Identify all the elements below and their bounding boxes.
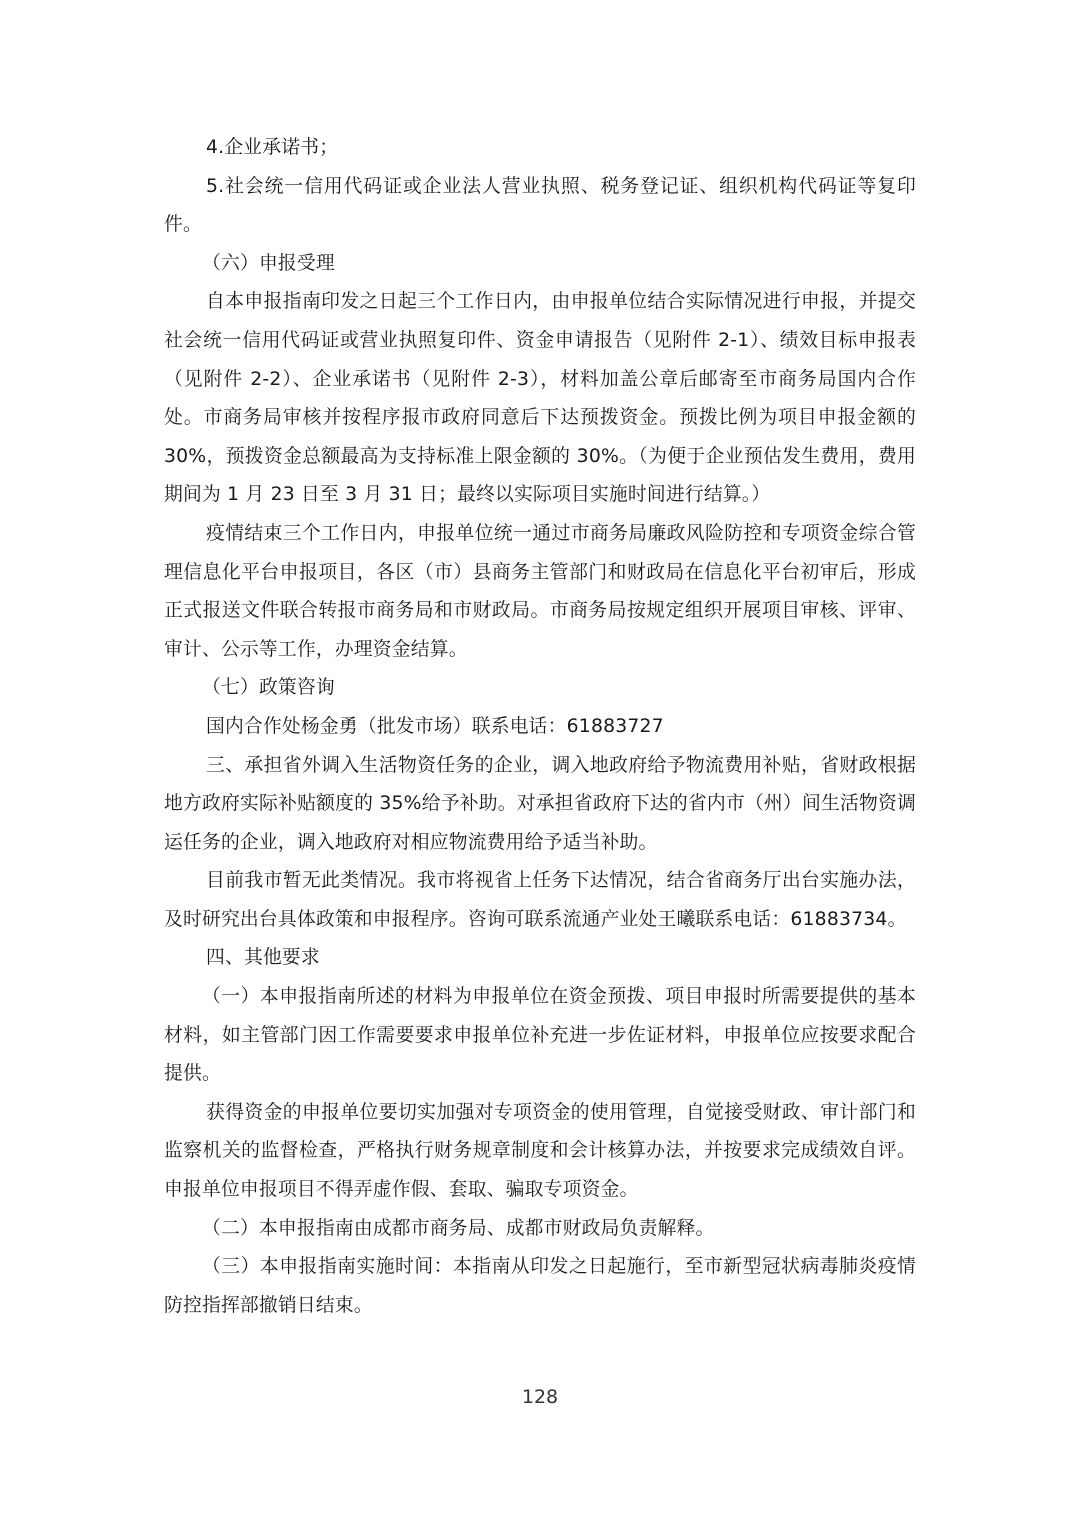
paragraph-credit-code-copies: 5.社会统一信用代码证或企业法人营业执照、税务登记证、组织机构代码证等复印件。 bbox=[164, 175, 916, 236]
page-number: 128 bbox=[521, 1386, 559, 1408]
heading-policy-consultation: （七）政策咨询 bbox=[202, 677, 335, 699]
heading-other-requirements: 四、其他要求 bbox=[206, 947, 320, 969]
heading-application-acceptance: （六）申报受理 bbox=[202, 252, 335, 274]
paragraph-fund-management: 获得资金的申报单位要切实加强对专项资金的使用管理，自觉接受财政、审计部门和监察机关的监督检查，严格执行财务规章制度和会计核算办法，并按要求完成绩效自评。申报单位申报项目不得弄虚作假、套取、骗取专项资金。 bbox=[164, 1101, 916, 1201]
paragraph-post-epidemic-settlement: 疫情结束三个工作日内，申报单位统一通过市商务局廉政风险防控和专项资金综合管理信息化平台申报项目，各区（市）县商务主管部门和财政局在信息化平台初审后，形成正式报送文件联合转报市商务局和市财政局。市商务局按规定组织开展项目审核、评审、审计、公示等工作，办理资金结算。 bbox=[164, 522, 916, 660]
paragraph-current-situation: 目前我市暂无此类情况。我市将视省上任务下达情况，结合省商务厅出台实施办法，及时研究出台具体政策和申报程序。咨询可联系流通产业处王曦联系电话：61883734。 bbox=[164, 870, 916, 930]
paragraph-application-procedure: 自本申报指南印发之日起三个工作日内，由申报单位结合实际情况进行申报，并提交社会统一信用代码证或营业执照复印件、资金申请报告（见附件 2-1）、绩效目标申报表（见附件 2-2）、企业承诺书（见附件 2-3），材料加盖公章后邮寄至市商务局国内合作处。市商务局审核并按程序报市政府同意后下达预拨资金。预拨比例为项目申报金额的 30%，预拨资金总额最高为支持标准上限金额的 30%。（为便于企业预估发生费用，费用期间为 1 月 23 日至 3 月 31 日；最终以实际项目实施时间进行结算。） bbox=[164, 291, 916, 506]
document-body bbox=[164, 129, 916, 1325]
paragraph-materials-requirement: （一）本申报指南所述的材料为申报单位在资金预拨、项目申报时所需要提供的基本材料，如主管部门因工作需要要求申报单位补充进一步佐证材料，申报单位应按要求配合提供。 bbox=[164, 986, 916, 1085]
paragraph-contact-domestic-cooperation: 国内合作处杨金勇（批发市场）联系电话：61883727 bbox=[206, 715, 664, 737]
paragraph-interpretation: （二）本申报指南由成都市商务局、成都市财政局负责解释。 bbox=[202, 1217, 715, 1239]
paragraph-commitment-letter: 4.企业承诺书； bbox=[206, 137, 339, 158]
paragraph-implementation-time: （三）本申报指南实施时间：本指南从印发之日起施行，至市新型冠状病毒肺炎疫情防控指挥部撤销日结束。 bbox=[164, 1256, 916, 1316]
paragraph-logistics-subsidy: 三、承担省外调入生活物资任务的企业，调入地政府给予物流费用补贴，省财政根据地方政府实际补贴额度的 35%给予补助。对承担省政府下达的省内市（州）间生活物资调运任务的企业，调入地政府对相应物流费用给予适当补助。 bbox=[164, 754, 916, 853]
